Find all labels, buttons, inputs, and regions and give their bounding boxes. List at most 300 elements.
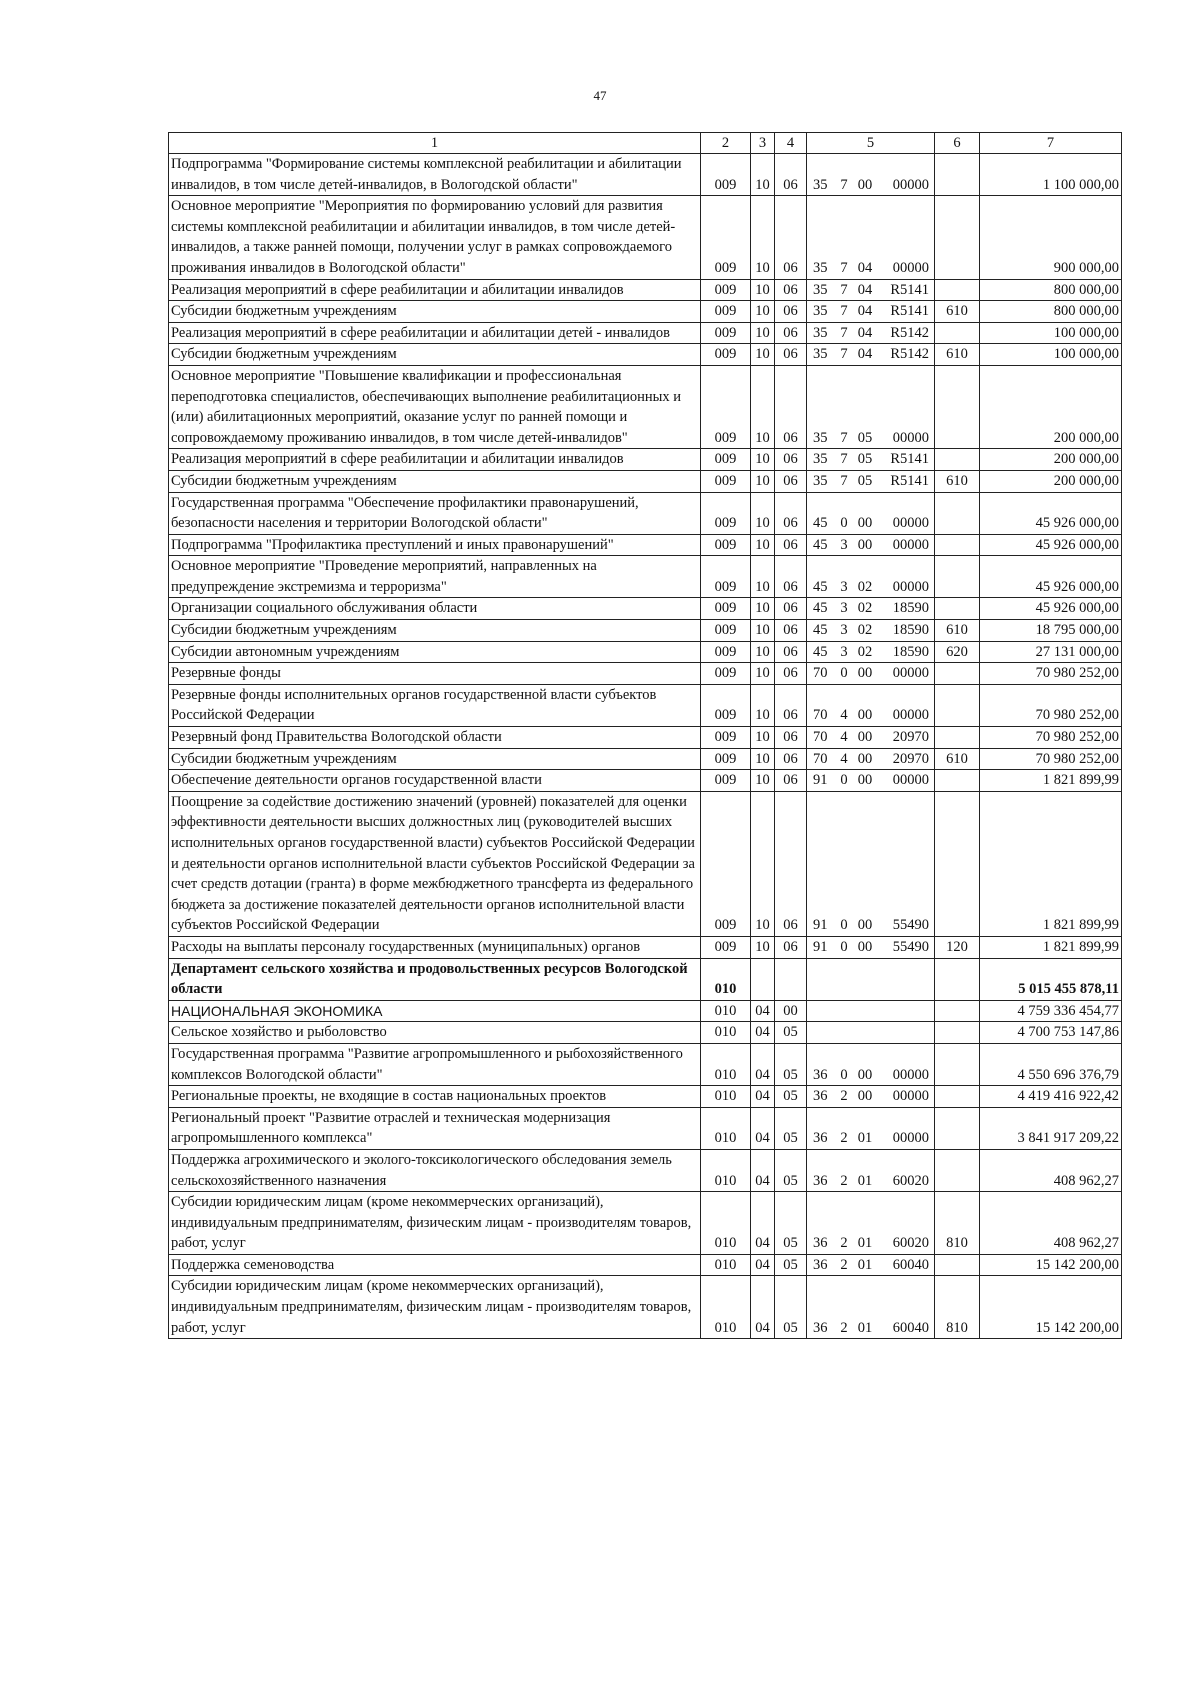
- target-article-parts: [809, 1065, 932, 1086]
- subsection-code: 06: [775, 663, 807, 685]
- target-article-part: 0: [840, 515, 848, 532]
- target-article-part: 0: [840, 1066, 848, 1083]
- ministry-code: 010: [701, 1107, 751, 1149]
- target-article-part: 91: [813, 772, 828, 789]
- ministry-code: 009: [701, 641, 751, 663]
- row-name: Расходы на выплаты персоналу государственных (муниципальных) органов: [169, 936, 701, 958]
- expense-type-code: [935, 279, 980, 301]
- target-article-part: 05: [857, 451, 873, 468]
- target-article-parts: [809, 705, 932, 726]
- target-article-part: 0: [840, 772, 848, 789]
- target-article-code: [807, 1107, 935, 1149]
- header-cell-7: 7: [980, 133, 1122, 154]
- expense-type-code: 610: [935, 470, 980, 492]
- subsection-code: 06: [775, 936, 807, 958]
- target-article-part: R5141: [890, 303, 929, 320]
- target-article-part: 04: [857, 324, 873, 341]
- table-row: [169, 1276, 1122, 1339]
- target-article-code: [807, 684, 935, 726]
- target-article-part: 35: [813, 346, 828, 363]
- subsection-code: 05: [775, 1149, 807, 1191]
- table-row: [169, 1043, 1122, 1085]
- ministry-code: 009: [701, 556, 751, 598]
- target-article-part: R5142: [890, 324, 929, 341]
- table-row: [169, 770, 1122, 792]
- target-article-part: 00000: [892, 1088, 929, 1105]
- target-article-part: 35: [813, 429, 828, 446]
- target-article-code: [807, 620, 935, 642]
- subsection-code: 05: [775, 1086, 807, 1108]
- table-row: [169, 365, 1122, 448]
- row-name: Субсидии бюджетным учреждениям: [169, 748, 701, 770]
- section-code: 04: [751, 1107, 775, 1149]
- row-name: Государственная программа "Обеспечение профилактики правонарушений, безопасности населения и территории Вологодской области": [169, 492, 701, 534]
- ministry-code: 009: [701, 791, 751, 936]
- target-article-part: 00000: [892, 176, 929, 193]
- target-article-parts: [809, 301, 932, 322]
- target-article-part: 70: [813, 750, 828, 767]
- target-article-part: 60020: [892, 1172, 929, 1189]
- amount: 200 000,00: [980, 365, 1122, 448]
- amount: 45 926 000,00: [980, 598, 1122, 620]
- target-article-part: R5142: [890, 346, 929, 363]
- target-article-code: [807, 1149, 935, 1191]
- target-article-parts: [809, 1128, 932, 1149]
- expense-type-code: [935, 1107, 980, 1149]
- target-article-part: 91: [813, 917, 828, 934]
- subsection-code: [775, 958, 807, 1000]
- section-code: 10: [751, 791, 775, 936]
- section-code: 10: [751, 470, 775, 492]
- table-row: [169, 556, 1122, 598]
- section-code: 04: [751, 1086, 775, 1108]
- target-article-part: 35: [813, 281, 828, 298]
- subsection-code: 06: [775, 791, 807, 936]
- target-article-parts: [809, 770, 932, 791]
- header-cell-6: 6: [935, 133, 980, 154]
- target-article-part: 36: [813, 1319, 828, 1336]
- section-code: 10: [751, 365, 775, 448]
- target-article-code: [807, 791, 935, 936]
- target-article-part: 3: [840, 578, 848, 595]
- target-article-part: 00: [857, 772, 873, 789]
- section-code: 10: [751, 534, 775, 556]
- row-name: Региональные проекты, не входящие в состав национальных проектов: [169, 1086, 701, 1108]
- target-article-part: 00000: [892, 578, 929, 595]
- target-article-part: 00: [857, 938, 873, 955]
- section-code: 10: [751, 727, 775, 749]
- expense-type-code: 610: [935, 748, 980, 770]
- target-article-part: 05: [857, 472, 873, 489]
- ministry-code: 010: [701, 1276, 751, 1339]
- amount: 70 980 252,00: [980, 748, 1122, 770]
- target-article-part: 00: [857, 750, 873, 767]
- target-article-part: 36: [813, 1066, 828, 1083]
- amount: 70 980 252,00: [980, 727, 1122, 749]
- subsection-code: 00: [775, 1000, 807, 1022]
- amount: 4 759 336 454,77: [980, 1000, 1122, 1022]
- amount: 70 980 252,00: [980, 663, 1122, 685]
- row-name: Резервный фонд Правительства Вологодской области: [169, 727, 701, 749]
- expense-type-code: [935, 556, 980, 598]
- target-article-part: 60040: [892, 1319, 929, 1336]
- table-row: [169, 958, 1122, 1000]
- ministry-code: 009: [701, 936, 751, 958]
- target-article-code: [807, 154, 935, 196]
- subsection-code: 06: [775, 620, 807, 642]
- expense-type-code: 610: [935, 344, 980, 366]
- row-name: НАЦИОНАЛЬНАЯ ЭКОНОМИКА: [169, 1000, 701, 1022]
- target-article-part: 00: [857, 1066, 873, 1083]
- target-article-code: [807, 344, 935, 366]
- target-article-part: 55490: [892, 938, 929, 955]
- expense-type-code: [935, 684, 980, 726]
- ministry-code: 009: [701, 663, 751, 685]
- target-article-part: 7: [840, 346, 848, 363]
- target-article-code: [807, 936, 935, 958]
- target-article-part: 05: [857, 429, 873, 446]
- target-article-part: 00000: [892, 429, 929, 446]
- ministry-code: 009: [701, 322, 751, 344]
- amount: 45 926 000,00: [980, 492, 1122, 534]
- subsection-code: 05: [775, 1043, 807, 1085]
- target-article-part: 4: [840, 750, 848, 767]
- amount: 408 962,27: [980, 1192, 1122, 1255]
- target-article-parts: [809, 1318, 932, 1339]
- target-article-part: 00: [857, 515, 873, 532]
- subsection-code: 05: [775, 1192, 807, 1255]
- amount: 15 142 200,00: [980, 1254, 1122, 1276]
- subsection-code: 06: [775, 365, 807, 448]
- expense-type-code: [935, 598, 980, 620]
- target-article-code: [807, 641, 935, 663]
- target-article-part: 02: [857, 643, 873, 660]
- table-row: [169, 1086, 1122, 1108]
- target-article-part: 35: [813, 472, 828, 489]
- section-code: 10: [751, 301, 775, 323]
- expense-type-code: [935, 791, 980, 936]
- target-article-part: 7: [840, 259, 848, 276]
- ministry-code: 009: [701, 196, 751, 279]
- target-article-part: 2: [840, 1130, 848, 1147]
- target-article-code: [807, 770, 935, 792]
- ministry-code: 010: [701, 1254, 751, 1276]
- expense-type-code: 810: [935, 1192, 980, 1255]
- section-code: 10: [751, 620, 775, 642]
- target-article-part: 18590: [892, 600, 929, 617]
- page-number: 47: [593, 88, 607, 103]
- target-article-code: [807, 1000, 935, 1022]
- subsection-code: 06: [775, 470, 807, 492]
- target-article-code: [807, 1043, 935, 1085]
- target-article-part: 04: [857, 303, 873, 320]
- subsection-code: 05: [775, 1022, 807, 1044]
- target-article-part: 7: [840, 176, 848, 193]
- target-article-part: 35: [813, 303, 828, 320]
- subsection-code: 05: [775, 1107, 807, 1149]
- amount: 800 000,00: [980, 301, 1122, 323]
- target-article-parts: [809, 471, 932, 492]
- target-article-part: 7: [840, 451, 848, 468]
- expense-type-code: [935, 727, 980, 749]
- target-article-code: [807, 598, 935, 620]
- row-name: Основное мероприятие "Повышение квалификации и профессиональная переподготовка специалистов, обеспечивающих выполнение реабилитационных и (или) абилитационных мероприятий, оказание услуг по ранней помощи и сопровождаемому проживанию инвалидов, в том числе детей-инвалидов": [169, 365, 701, 448]
- row-name: Резервные фонды исполнительных органов государственной власти субъектов Российской Федерации: [169, 684, 701, 726]
- target-article-parts: [809, 175, 932, 196]
- table-row: [169, 641, 1122, 663]
- target-article-part: 35: [813, 451, 828, 468]
- target-article-part: 0: [840, 917, 848, 934]
- subsection-code: 06: [775, 344, 807, 366]
- target-article-code: [807, 365, 935, 448]
- section-code: 10: [751, 556, 775, 598]
- target-article-part: 35: [813, 176, 828, 193]
- target-article-part: 36: [813, 1130, 828, 1147]
- target-article-part: 00000: [892, 707, 929, 724]
- row-name: Субсидии бюджетным учреждениям: [169, 301, 701, 323]
- target-article-parts: [809, 258, 932, 279]
- budget-table: [168, 132, 1122, 1339]
- target-article-parts: [809, 513, 932, 534]
- target-article-part: 60040: [892, 1256, 929, 1273]
- target-article-part: R5141: [890, 281, 929, 298]
- target-article-part: 00000: [892, 772, 929, 789]
- amount: 3 841 917 209,22: [980, 1107, 1122, 1149]
- row-name: Основное мероприятие "Проведение мероприятий, направленных на предупреждение экстремизма и терроризма": [169, 556, 701, 598]
- target-article-part: 00000: [892, 1130, 929, 1147]
- table-row: [169, 1000, 1122, 1022]
- subsection-code: 06: [775, 641, 807, 663]
- target-article-part: 70: [813, 707, 828, 724]
- row-name: Субсидии автономным учреждениям: [169, 641, 701, 663]
- target-article-part: 45: [813, 643, 828, 660]
- row-name: Реализация мероприятий в сфере реабилитации и абилитации инвалидов: [169, 279, 701, 301]
- row-name: Поощрение за содействие достижению значений (уровней) показателей для оценки эффективности деятельности высших должностных лиц (руководителей высших исполнительных органов государственной власти) субъектов Российской Федерации и деятельности органов исполнительной власти субъектов Российской Федерации за счет средств дотации (гранта) в форме межбюджетного трансферта из федерального бюджета за достижение показателей деятельности органов исполнительной власти субъектов Российской Федерации: [169, 791, 701, 936]
- row-name: Поддержка семеноводства: [169, 1254, 701, 1276]
- section-code: 10: [751, 770, 775, 792]
- table-row: [169, 791, 1122, 936]
- target-article-part: 70: [813, 665, 828, 682]
- row-name: Субсидии юридическим лицам (кроме некоммерческих организаций), индивидуальным предпринимателям, физическим лицам - производителям товаров, работ, услуг: [169, 1192, 701, 1255]
- target-article-part: 7: [840, 324, 848, 341]
- target-article-parts: [809, 1086, 932, 1107]
- expense-type-code: [935, 534, 980, 556]
- target-article-part: 04: [857, 259, 873, 276]
- target-article-part: 01: [857, 1130, 873, 1147]
- target-article-code: [807, 556, 935, 598]
- target-article-part: 04: [857, 346, 873, 363]
- target-article-part: 3: [840, 643, 848, 660]
- amount: 900 000,00: [980, 196, 1122, 279]
- target-article-part: 45: [813, 536, 828, 553]
- target-article-parts: [809, 1233, 932, 1254]
- amount: 4 550 696 376,79: [980, 1043, 1122, 1085]
- target-article-parts: [809, 344, 932, 365]
- header-cell-5: 5: [807, 133, 935, 154]
- ministry-code: 009: [701, 301, 751, 323]
- target-article-part: 45: [813, 622, 828, 639]
- amount: 1 100 000,00: [980, 154, 1122, 196]
- target-article-part: R5141: [890, 472, 929, 489]
- ministry-code: 010: [701, 1000, 751, 1022]
- target-article-part: 2: [840, 1235, 848, 1252]
- target-article-code: [807, 470, 935, 492]
- section-code: 10: [751, 641, 775, 663]
- expense-type-code: [935, 1000, 980, 1022]
- table-row: [169, 449, 1122, 471]
- subsection-code: 06: [775, 154, 807, 196]
- section-code: 10: [751, 748, 775, 770]
- table-row: [169, 748, 1122, 770]
- target-article-parts: [809, 598, 932, 619]
- amount: 800 000,00: [980, 279, 1122, 301]
- target-article-parts: [809, 449, 932, 470]
- row-name: Реализация мероприятий в сфере реабилитации и абилитации инвалидов: [169, 449, 701, 471]
- target-article-part: 18590: [892, 643, 929, 660]
- ministry-code: 009: [701, 344, 751, 366]
- table-row: [169, 1022, 1122, 1044]
- table-row: [169, 936, 1122, 958]
- ministry-code: 009: [701, 492, 751, 534]
- target-article-part: 36: [813, 1172, 828, 1189]
- target-article-part: 20970: [892, 750, 929, 767]
- row-name: Обеспечение деятельности органов государственной власти: [169, 770, 701, 792]
- target-article-code: [807, 492, 935, 534]
- target-article-part: 7: [840, 472, 848, 489]
- target-article-part: 60020: [892, 1235, 929, 1252]
- expense-type-code: [935, 492, 980, 534]
- target-article-part: 3: [840, 536, 848, 553]
- subsection-code: 06: [775, 196, 807, 279]
- ministry-code: 009: [701, 684, 751, 726]
- section-code: 04: [751, 1149, 775, 1191]
- target-article-code: [807, 196, 935, 279]
- subsection-code: 06: [775, 301, 807, 323]
- target-article-part: 00: [857, 917, 873, 934]
- target-article-part: 01: [857, 1172, 873, 1189]
- ministry-code: 009: [701, 365, 751, 448]
- amount: 5 015 455 878,11: [980, 958, 1122, 1000]
- header-cell-1: 1: [169, 133, 701, 154]
- amount: 1 821 899,99: [980, 936, 1122, 958]
- row-name: Сельское хозяйство и рыболовство: [169, 1022, 701, 1044]
- target-article-part: 4: [840, 707, 848, 724]
- expense-type-code: [935, 1086, 980, 1108]
- subsection-code: 06: [775, 322, 807, 344]
- target-article-code: [807, 748, 935, 770]
- target-article-part: 02: [857, 578, 873, 595]
- section-code: 04: [751, 1192, 775, 1255]
- target-article-part: 7: [840, 281, 848, 298]
- target-article-code: [807, 322, 935, 344]
- subsection-code: 05: [775, 1254, 807, 1276]
- row-name: Резервные фонды: [169, 663, 701, 685]
- subsection-code: 06: [775, 534, 807, 556]
- section-code: 10: [751, 279, 775, 301]
- ministry-code: 009: [701, 748, 751, 770]
- ministry-code: 009: [701, 470, 751, 492]
- row-name: Подпрограмма "Формирование системы комплексной реабилитации и абилитации инвалидов, в том числе детей-инвалидов, в Вологодской области": [169, 154, 701, 196]
- section-code: 04: [751, 1276, 775, 1339]
- target-article-parts: [809, 1171, 932, 1192]
- target-article-parts: [809, 663, 932, 684]
- target-article-code: [807, 534, 935, 556]
- expense-type-code: [935, 1022, 980, 1044]
- ministry-code: 010: [701, 1043, 751, 1085]
- target-article-parts: [809, 620, 932, 641]
- target-article-code: [807, 1276, 935, 1339]
- target-article-code: [807, 1022, 935, 1044]
- subsection-code: 06: [775, 556, 807, 598]
- target-article-parts: [809, 749, 932, 770]
- section-code: 10: [751, 936, 775, 958]
- amount: 1 821 899,99: [980, 770, 1122, 792]
- table-row: [169, 1254, 1122, 1276]
- target-article-part: 35: [813, 259, 828, 276]
- target-article-part: 00: [857, 729, 873, 746]
- expense-type-code: 610: [935, 301, 980, 323]
- table-row: [169, 684, 1122, 726]
- amount: 45 926 000,00: [980, 534, 1122, 556]
- row-name: Субсидии бюджетным учреждениям: [169, 620, 701, 642]
- target-article-part: 04: [857, 281, 873, 298]
- ministry-code: 009: [701, 620, 751, 642]
- target-article-parts: [809, 280, 932, 301]
- target-article-part: 2: [840, 1319, 848, 1336]
- target-article-part: 55490: [892, 917, 929, 934]
- target-article-part: 3: [840, 622, 848, 639]
- expense-type-code: [935, 449, 980, 471]
- target-article-part: 2: [840, 1172, 848, 1189]
- subsection-code: 06: [775, 449, 807, 471]
- expense-type-code: 610: [935, 620, 980, 642]
- row-name: Государственная программа "Развитие агропромышленного и рыбохозяйственного комплексов Вологодской области": [169, 1043, 701, 1085]
- table-row: [169, 620, 1122, 642]
- section-code: 10: [751, 684, 775, 726]
- target-article-part: 70: [813, 729, 828, 746]
- target-article-part: 7: [840, 429, 848, 446]
- target-article-part: 2: [840, 1256, 848, 1273]
- target-article-code: [807, 1254, 935, 1276]
- amount: 100 000,00: [980, 344, 1122, 366]
- target-article-part: 45: [813, 600, 828, 617]
- target-article-parts: [809, 428, 932, 449]
- table-row: [169, 663, 1122, 685]
- expense-type-code: [935, 958, 980, 1000]
- amount: 200 000,00: [980, 449, 1122, 471]
- header-cell-3: 3: [751, 133, 775, 154]
- amount: 15 142 200,00: [980, 1276, 1122, 1339]
- expense-type-code: 620: [935, 641, 980, 663]
- target-article-part: 7: [840, 303, 848, 320]
- row-name: Субсидии юридическим лицам (кроме некоммерческих организаций), индивидуальным предпринимателям, физическим лицам - производителям товаров, работ, услуг: [169, 1276, 701, 1339]
- row-name: Субсидии бюджетным учреждениям: [169, 344, 701, 366]
- target-article-part: 00000: [892, 665, 929, 682]
- target-article-code: [807, 727, 935, 749]
- target-article-part: 0: [840, 938, 848, 955]
- section-code: 10: [751, 344, 775, 366]
- target-article-code: [807, 1086, 935, 1108]
- ministry-code: 009: [701, 279, 751, 301]
- target-article-part: 45: [813, 515, 828, 532]
- subsection-code: 06: [775, 770, 807, 792]
- expense-type-code: [935, 663, 980, 685]
- ministry-code: 010: [701, 1149, 751, 1191]
- target-article-part: 91: [813, 938, 828, 955]
- subsection-code: 06: [775, 279, 807, 301]
- subsection-code: 06: [775, 684, 807, 726]
- target-article-part: 00000: [892, 259, 929, 276]
